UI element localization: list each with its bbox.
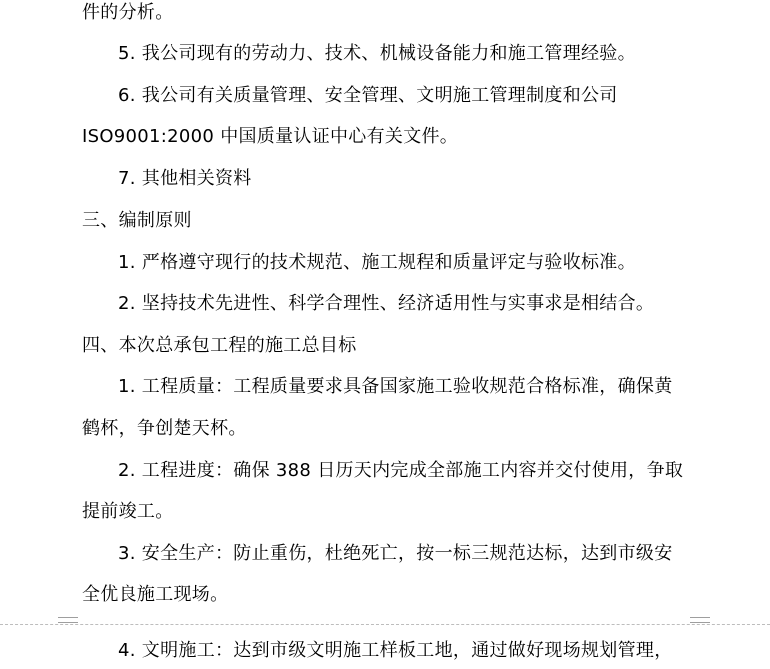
list-item: 4. 文明施工：达到市级文明施工样板工地，通过做好现场规划管理， [118,640,673,661]
text-line: 鹤杯，争创楚天杯。 [82,418,247,439]
list-item: 2. 坚持技术先进性、科学合理性、经济适用性与实事求是相结合。 [118,293,655,314]
section-heading: 四、本次总承包工程的施工总目标 [82,335,357,356]
list-item: 1. 工程质量：工程质量要求具备国家施工验收规范合格标准，确保黄 [118,376,673,397]
list-item: 3. 安全生产：防止重伤，杜绝死亡，按一标三规范达标，达到市级安 [118,543,673,564]
list-item: 1. 严格遵守现行的技术规范、施工规程和质量评定与验收标准。 [118,252,636,273]
text-line: 全优良施工现场。 [82,584,229,605]
left-margin-mark [58,617,78,623]
text-line: 提前竣工。 [82,501,174,522]
text-line: ISO9001:2000 中国质量认证中心有关文件。 [82,126,459,147]
list-item: 2. 工程进度：确保 388 日历天内完成全部施工内容并交付使用，争取 [118,460,684,481]
text-line: 件的分析。 [82,2,174,23]
page-break-line [0,624,770,626]
right-margin-mark [690,617,710,623]
list-item: 7. 其他相关资料 [118,168,252,189]
list-item: 5. 我公司现有的劳动力、技术、机械设备能力和施工管理经验。 [118,43,636,64]
list-item: 6. 我公司有关质量管理、安全管理、文明施工管理制度和公司 [118,85,618,106]
section-heading: 三、编制原则 [82,210,192,231]
